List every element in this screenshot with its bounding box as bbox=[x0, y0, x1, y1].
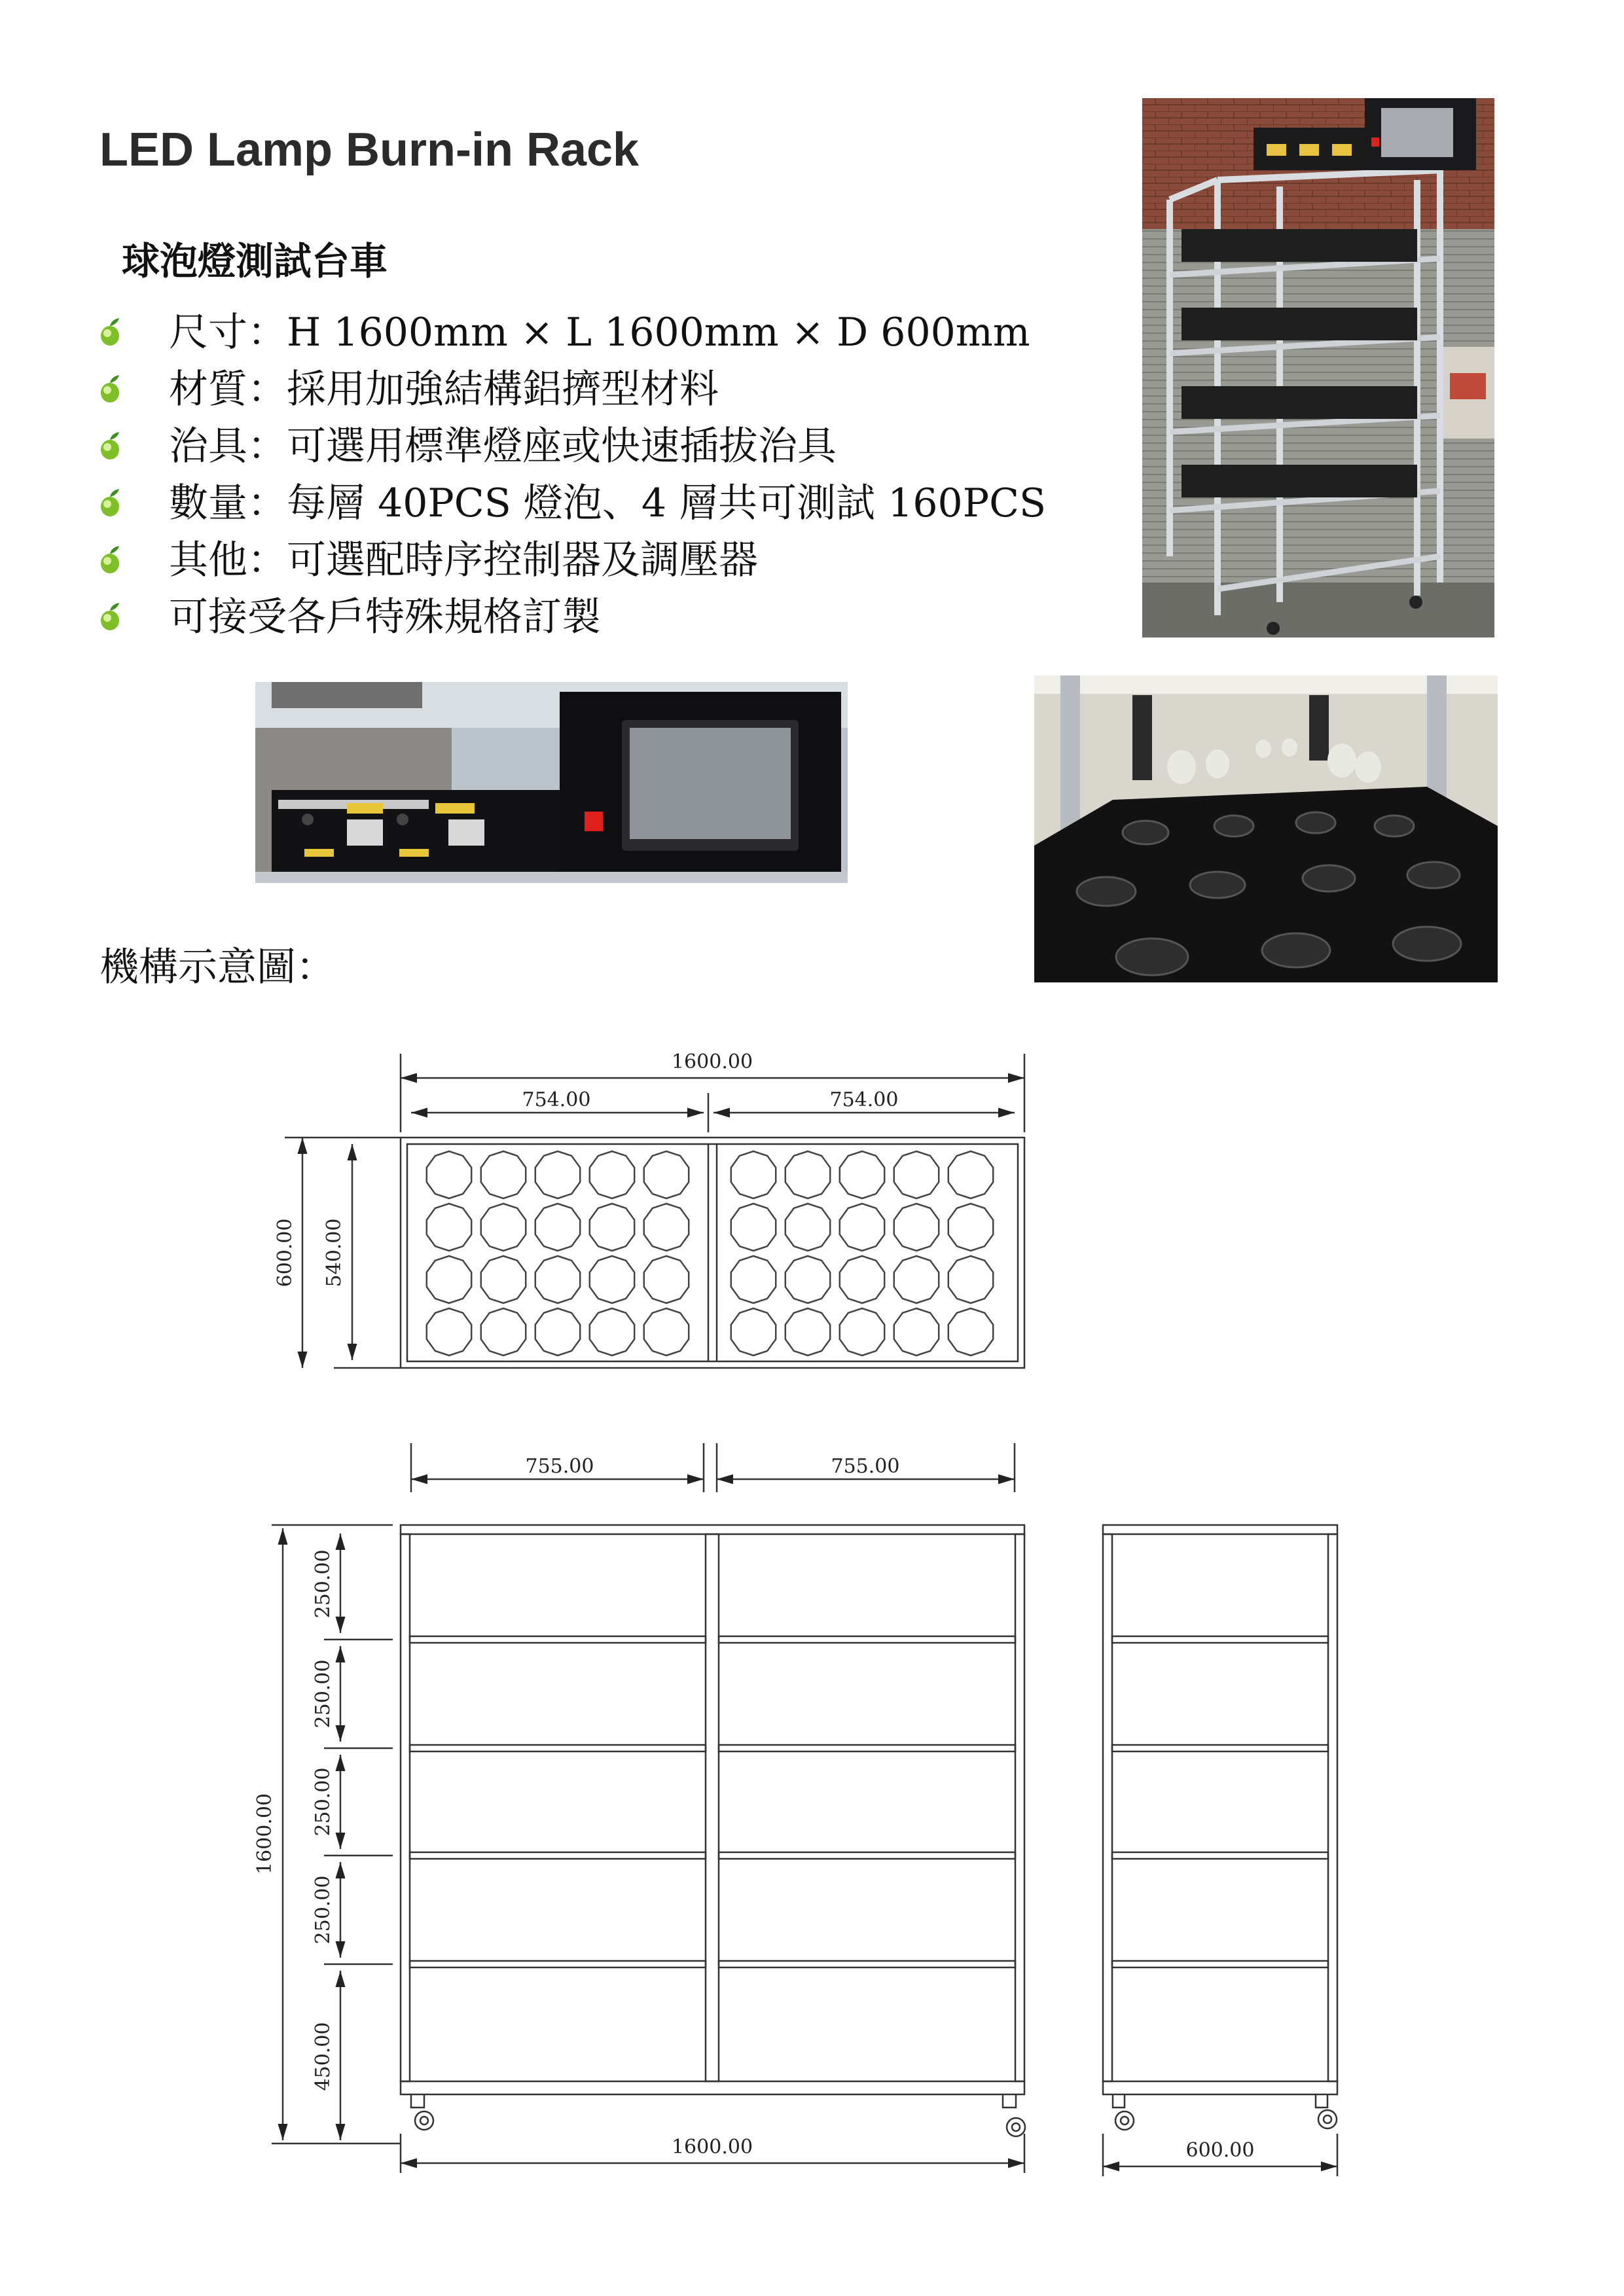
spec-text: 其他：可選配時序控制器及調壓器 bbox=[169, 537, 758, 583]
lamp-socket bbox=[644, 1308, 689, 1355]
dim-front-bottom-tier: 450.00 bbox=[312, 2022, 334, 2091]
spec-item bbox=[97, 532, 1046, 589]
dim-top-inner-depth: 540.00 bbox=[323, 1218, 346, 1287]
lamp-socket bbox=[481, 1308, 526, 1355]
lamp-socket bbox=[590, 1151, 634, 1198]
socket-grid bbox=[427, 1151, 993, 1355]
lamp-socket bbox=[840, 1204, 884, 1251]
lamp-socket bbox=[785, 1204, 830, 1251]
socket-tray-photo bbox=[1034, 675, 1498, 982]
lamp-socket bbox=[894, 1308, 939, 1355]
lamp-socket bbox=[731, 1151, 776, 1198]
lamp-socket bbox=[535, 1308, 580, 1355]
leaf-bullet-icon bbox=[97, 373, 123, 404]
lamp-socket bbox=[590, 1308, 634, 1355]
lamp-socket bbox=[731, 1308, 776, 1355]
lamp-socket bbox=[948, 1151, 993, 1198]
dim-top-left-bay: 754.00 bbox=[522, 1088, 591, 1111]
top-view bbox=[285, 1054, 1024, 1368]
lamp-socket bbox=[894, 1256, 939, 1303]
spec-text: 材質：採用加強結構鋁擠型材料 bbox=[169, 367, 719, 412]
lamp-socket bbox=[731, 1204, 776, 1251]
dim-top-overall-depth: 600.00 bbox=[274, 1218, 297, 1287]
lamp-socket bbox=[590, 1256, 634, 1303]
rack-photo bbox=[1142, 98, 1494, 637]
spec-list bbox=[97, 304, 1046, 646]
spec-text: 數量：每層 40PCS 燈泡、4 層共可測試 160PCS bbox=[169, 480, 1047, 526]
lamp-socket bbox=[535, 1151, 580, 1198]
page-subtitle: 球泡燈測試台車 bbox=[122, 239, 388, 283]
lamp-socket bbox=[481, 1256, 526, 1303]
dim-front-right-bay: 755.00 bbox=[831, 1455, 900, 1478]
lamp-socket bbox=[427, 1204, 471, 1251]
lamp-socket bbox=[948, 1204, 993, 1251]
lamp-socket bbox=[427, 1256, 471, 1303]
side-view bbox=[1103, 1525, 1337, 2176]
control-panel-photo bbox=[255, 682, 848, 883]
spec-item bbox=[97, 361, 1046, 418]
lamp-socket bbox=[427, 1151, 471, 1198]
lamp-socket bbox=[894, 1151, 939, 1198]
front-view bbox=[272, 1443, 1025, 2173]
lamp-socket bbox=[731, 1256, 776, 1303]
page-title: LED Lamp Burn-in Rack bbox=[99, 124, 640, 176]
leaf-bullet-icon bbox=[97, 487, 123, 518]
dim-side-depth: 600.00 bbox=[1185, 2139, 1255, 2162]
lamp-socket bbox=[840, 1256, 884, 1303]
diagram-caption: 機構示意圖： bbox=[99, 944, 335, 990]
lamp-socket bbox=[948, 1256, 993, 1303]
leaf-bullet-icon bbox=[97, 316, 123, 348]
lamp-socket bbox=[535, 1256, 580, 1303]
spec-text: 尺寸：H 1600mm × L 1600mm × D 600mm bbox=[169, 310, 1030, 355]
spec-item bbox=[97, 418, 1046, 475]
lamp-socket bbox=[840, 1151, 884, 1198]
dim-top-right-bay: 754.00 bbox=[829, 1088, 899, 1111]
lamp-socket bbox=[535, 1204, 580, 1251]
lamp-socket bbox=[840, 1308, 884, 1355]
lamp-socket bbox=[785, 1151, 830, 1198]
lamp-socket bbox=[427, 1308, 471, 1355]
lamp-socket bbox=[590, 1204, 634, 1251]
spec-item bbox=[97, 475, 1046, 532]
lamp-socket bbox=[785, 1308, 830, 1355]
dim-front-left-bay: 755.00 bbox=[525, 1455, 594, 1478]
leaf-bullet-icon bbox=[97, 601, 123, 632]
lamp-socket bbox=[644, 1204, 689, 1251]
lamp-socket bbox=[785, 1256, 830, 1303]
dim-front-tier-4: 250.00 bbox=[312, 1875, 334, 1945]
dim-top-overall-width: 1600.00 bbox=[671, 1050, 753, 1073]
lamp-socket bbox=[481, 1151, 526, 1198]
mechanism-diagram bbox=[0, 1021, 1624, 2296]
lamp-socket bbox=[481, 1204, 526, 1251]
lamp-socket bbox=[644, 1151, 689, 1198]
leaf-bullet-icon bbox=[97, 430, 123, 461]
lamp-socket bbox=[894, 1204, 939, 1251]
spec-item bbox=[97, 304, 1046, 361]
spec-item bbox=[97, 589, 1046, 646]
dim-front-tier-3: 250.00 bbox=[312, 1767, 334, 1837]
dim-front-overall-width: 1600.00 bbox=[671, 2136, 753, 2159]
lamp-socket bbox=[644, 1256, 689, 1303]
lamp-socket bbox=[948, 1308, 993, 1355]
spec-text: 可接受各戶特殊規格訂製 bbox=[169, 594, 601, 640]
spec-text: 治具：可選用標準燈座或快速插拔治具 bbox=[169, 423, 837, 469]
dim-front-tier-2: 250.00 bbox=[312, 1659, 334, 1729]
dim-front-tier-1: 250.00 bbox=[312, 1549, 334, 1619]
dim-front-overall-height: 1600.00 bbox=[253, 1793, 276, 1875]
leaf-bullet-icon bbox=[97, 544, 123, 575]
